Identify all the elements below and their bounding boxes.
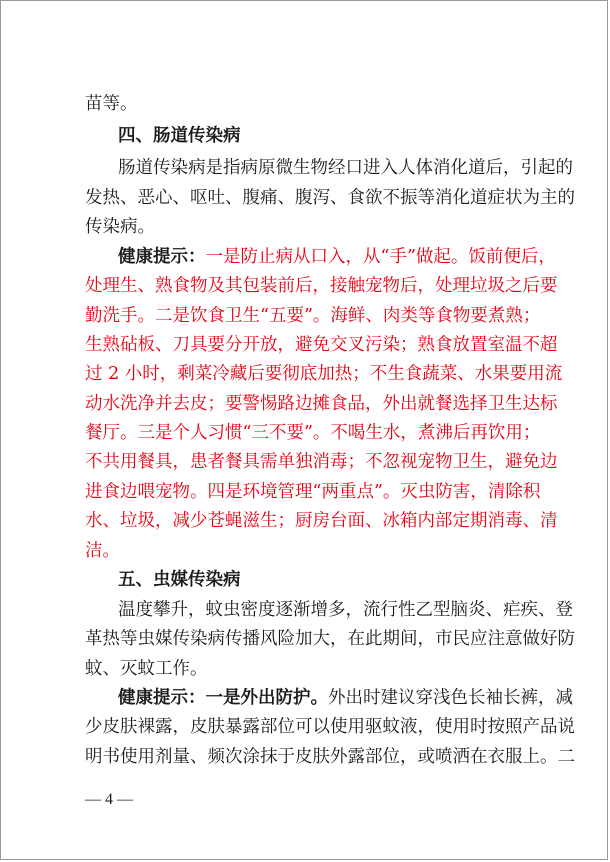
page-number: — 4 — (85, 791, 133, 808)
section4-body-line: 肠 道 传 染 病 是 指 病 原 微 生 物 经 口 进 入 人 体 消 化 道 后 ， 引 起 的 (118, 158, 573, 178)
section5-body-line: 革 热 等 虫 媒 传 染 病 传 播 风 险 加 大 ， 在 此 期 间 ， 市 民 应 注 意 做 好 防 (85, 629, 575, 649)
section5-tip-first-line (118, 687, 573, 709)
section4-body-line: 传染病。 (85, 217, 155, 237)
section5-tip-line: 少 皮 肤 裸 露 ， 皮 肤 暴 露 部 位 可 以 使 用 驱 蚊 液 ， 使 用 时 按 照 产 品 说 (85, 717, 575, 737)
section4-tip-line: 水 、 垃 圾 ， 减 少 苍 蝇 滋 生 ； 厨 房 台 面 、 冰 箱 内 部 定 期 消 毒 、 清 (85, 511, 558, 531)
section4-tip-line: 处 理 生 、 熟 食 物 及 其 包 装 前 后 ， 接 触 宠 物 后 ， 处 理 垃 圾 之 后 要 (85, 276, 558, 296)
section4-heading: 四、肠道传染病 (118, 126, 241, 146)
section4-body-line: 发 热 、 恶 心 、 呕 吐 、 腹 痛 、 腹 泻 、 食 欲 不 振 等 消 化 道 症 状 为 主 的 (85, 188, 575, 208)
section5-heading: 五、虫媒传染病 (118, 570, 241, 590)
section4-tip-line: 不 共 用 餐 具 ， 患 者 餐 具 需 单 独 消 毒 ； 不 忽 视 宠 物 卫 生 ， 避 免 边 (85, 452, 558, 472)
carryover-line: 苗等。 (85, 94, 138, 114)
section5-body-line: 蚊、灭蚊工作。 (85, 659, 208, 679)
section4-tip-line: 动 水 洗 净 并 去 皮 ； 要 警 惕 路 边 摊 食 品 ， 外 出 就 餐 选 择 卫 生 达 标 (85, 394, 558, 414)
section4-tip-line: 勤 洗 手 。 二 是 饮 食 卫 生 “ 五 要 ” 。 海 鲜 、 肉 类 等 食 物 要 煮 熟 ； (85, 306, 541, 326)
section4-tip-line: 过 2 小 时 ， 剩 菜 冷 藏 后 要 彻 底 加 热 ； 不 生 食 蔬 菜 、 水 果 要 用 流 (85, 364, 563, 384)
section5-tip-line: 明 书 使 用 剂 量 、 频 次 涂 抹 于 皮 肤 外 露 部 位 ， 或 喷 洒 在 衣 服 上 。 二 (85, 747, 575, 767)
section4-tip-line: 生 熟 砧 板 、 刀 具 要 分 开 放 ， 避 免 交 叉 污 染 ； 熟 食 放 置 室 温 不 超 (85, 335, 558, 355)
section5-tip-first-rest: 外 出 时 建 议 穿 浅 色 长 袖 长 裤 ， 减 (328, 688, 573, 708)
section4-tip-line: 进 食 边 喂 宠 物 。 四 是 环 境 管 理 “ 两 重 点 ” 。 灭 虫 防 害 ， 清 除 积 (85, 482, 541, 502)
section5-tip-label: 健康提示： (118, 688, 206, 708)
section4-tip-label: 健康提示： (118, 247, 206, 267)
section4-tip-line: 洁。 (85, 541, 120, 561)
section4-tip-first-line (118, 246, 556, 268)
section4-tip-first-text: 一 是 防 止 病 从 口 入 ， 从 “ 手 ” 做 起 。 饭 前 便 后 ， (205, 247, 556, 267)
section4-tip-line: 餐 厅 。 三 是 个 人 习 惯 “ 三 不 要 ” 。 不 喝 生 水 ， 煮 沸 后 再 饮 用 ； (85, 423, 541, 443)
section5-tip-bold: 一是外出防护。 (205, 688, 328, 708)
section5-body-line: 温 度 攀 升 ， 蚊 虫 密 度 逐 渐 增 多 ， 流 行 性 乙 型 脑 炎 、 疟 疾 、 登 (118, 600, 573, 620)
